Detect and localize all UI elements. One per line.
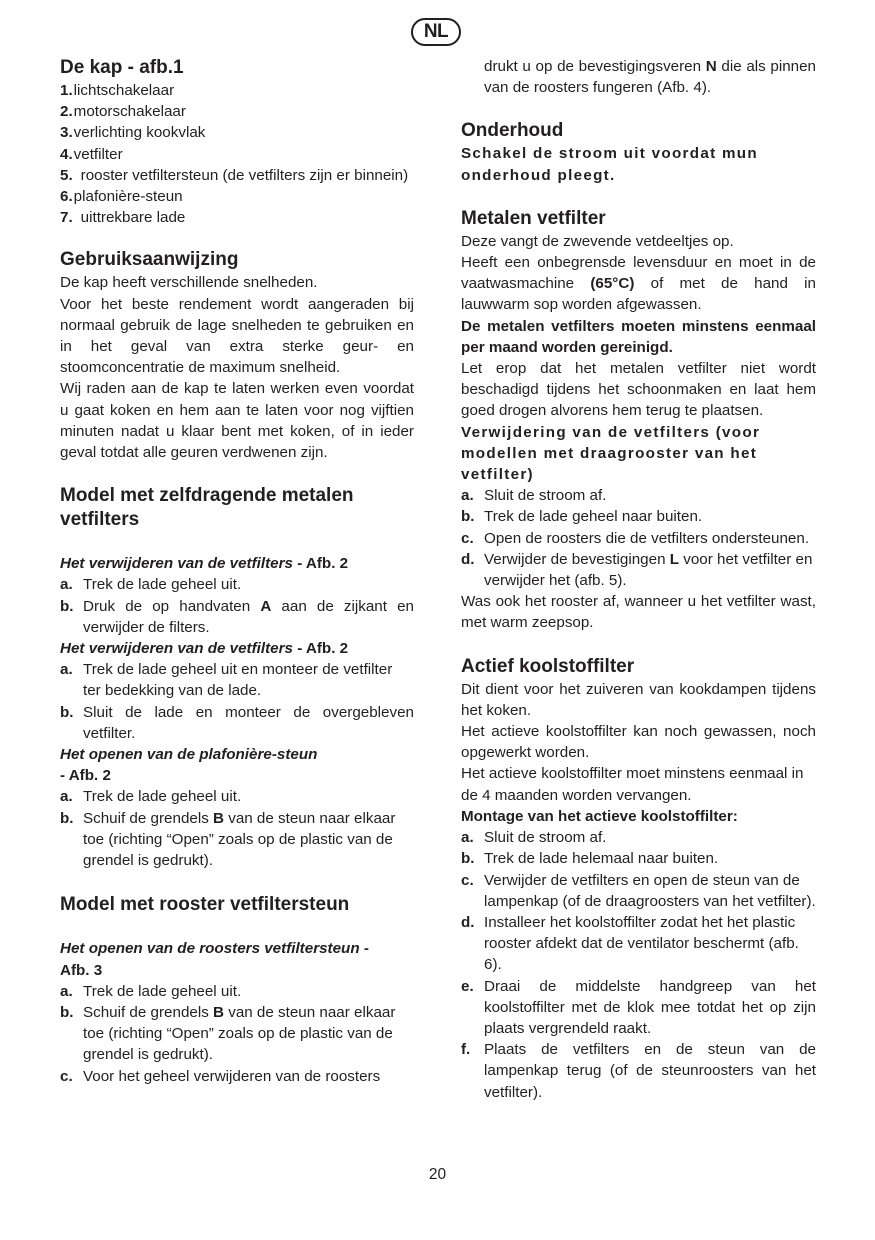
list-item: b. Schuif de grendels B van de steun naar elkaar toe (richting “Open” zoals op de plastic van de grendel is gedrukt). bbox=[60, 809, 396, 870]
list-item: b. Sluit de lade en monteer de overgebleven vetfilter. bbox=[60, 703, 414, 742]
parts-list-item: 1. lichtschakelaar bbox=[60, 82, 175, 99]
parts-list-item: 7. uittrekbare lade bbox=[60, 209, 186, 227]
list-item: b. Trek de lade helemaal naar buiten. bbox=[461, 850, 719, 868]
paragraph: Het actieve koolstoffilter moet minstens eenmaal in de 4 maanden worden vervangen. bbox=[461, 765, 804, 804]
subheading: Montage van het actieve koolstoffilter: bbox=[461, 807, 738, 825]
list-item: f. Plaats de vetfilters en de steun van de lampenkap terug (of de steunroosters van het vetfilter). bbox=[461, 1041, 816, 1101]
list-item: d. Verwijder de bevestigingen L voor het vetfilter en verwijder het (afb. 5). bbox=[461, 550, 813, 590]
list-item: b. Druk de op handvaten A aan de zijkant en verwijder de filters. bbox=[60, 597, 414, 636]
list-item: c. Open de roosters die de vetfilters ondersteunen. bbox=[461, 529, 810, 547]
left-column bbox=[60, 56, 414, 1087]
subheading: Het openen van de plafonière-steun - Afb. 2 bbox=[60, 746, 318, 785]
paragraph: Voor het beste rendement wordt aangeraden bij normaal gebruik de lage snelheden te gebruiken en in het geval van extra sterke geur- en stoomconcentratie de maximum snelheid. bbox=[60, 295, 414, 377]
paragraph-bold: De metalen vetfilters moeten minstens eenmaal per maand worden gereinigd. bbox=[461, 317, 816, 356]
heading-de-kap: De kap - afb.1 bbox=[60, 57, 184, 78]
paragraph: Wij raden aan de kap te laten werken even voordat u gaat koken en hem aan te laten voor nog vijftien minuten nadat u klaar bent met koken, of in ieder geval totdat alle geuren verdwenen zijn. bbox=[60, 380, 414, 462]
list-item: b. Schuif de grendels B van de steun naar elkaar toe (richting “Open” zoals op de plastic van de grendel is gedrukt). bbox=[60, 1003, 396, 1064]
parts-list-item: 2. motorschakelaar bbox=[60, 103, 186, 121]
list-item: a. Sluit de stroom af. bbox=[461, 829, 607, 847]
parts-list-item: 4. vetfilter bbox=[60, 145, 123, 163]
list-item: c. Verwijder de vetfilters en open de steun van de lampenkap (of de draagroosters van het vetfilter). bbox=[461, 871, 816, 910]
language-badge: NL bbox=[411, 18, 461, 46]
list-item: a. Trek de lade geheel uit. bbox=[60, 576, 242, 594]
list-item: a. Trek de lade geheel uit. bbox=[60, 788, 242, 806]
right-column bbox=[461, 56, 816, 1103]
parts-list-item: 6. plafonière-steun bbox=[60, 188, 183, 206]
subheading: Het verwijderen van de vetfilters - Afb. 2 bbox=[60, 640, 349, 658]
subheading: Verwijdering van de vetfilters (voor modellen met draagrooster van het vetfilter) bbox=[461, 423, 761, 484]
list-item: a. Trek de lade geheel uit. bbox=[60, 982, 242, 1000]
subheading: Het verwijderen van de vetfilters - Afb. 2 bbox=[60, 555, 349, 573]
heading-metalen-vetfilter: Metalen vetfilter bbox=[461, 207, 606, 229]
heading-gebruiksaanwijzing: Gebruiksaanwijzing bbox=[60, 249, 239, 271]
warning-text: Schakel de stroom uit voordat mun onderhoud pleegt. bbox=[461, 145, 758, 184]
paragraph: Dit dient voor het zuiveren van kookdampen tijdens het koken. bbox=[461, 680, 816, 719]
parts-list bbox=[60, 80, 414, 228]
heading-model-rooster: Model met rooster vetfiltersteun bbox=[60, 894, 350, 916]
list-item: b. Trek de lade geheel naar buiten. bbox=[461, 508, 703, 526]
list-item: a. Sluit de stroom af. bbox=[461, 487, 607, 505]
paragraph: De kap heeft verschillende snelheden. bbox=[60, 274, 318, 292]
continued-text: drukt u op de bevestigingsveren N die als pinnen van de roosters fungeren (Afb. 4). bbox=[484, 58, 817, 97]
paragraph: Heeft een onbegrensde levensduur en moet in de vaatwasmachine (65°C) of met de hand in lauwwarm sop worden afgewassen. bbox=[461, 254, 816, 314]
heading-model-zelfdragend: Model met zelfdragende metalen vetfilters bbox=[60, 485, 354, 531]
parts-list-item: 5. rooster vetfiltersteun (de vetfilters zijn er binnein) bbox=[60, 166, 409, 184]
paragraph: Was ook het rooster af, wanneer u het vetfilter wast, met warm zeepsop. bbox=[461, 593, 816, 632]
paragraph: Het actieve koolstoffilter kan noch gewassen, noch opgewerkt worden. bbox=[461, 723, 816, 762]
paragraph: Deze vangt de zwevende vetdeeltjes op. bbox=[461, 232, 734, 250]
subheading: Het openen van de roosters vetfiltersteun - Afb. 3 bbox=[60, 940, 369, 979]
paragraph: Let erop dat het metalen vetfilter niet wordt beschadigd tijdens het schoonmaken en laat hem goed drogen alvorens hem terug te plaatsen. bbox=[461, 360, 816, 420]
heading-actief-koolstoffilter: Actief koolstoffilter bbox=[461, 655, 635, 677]
page-number: 20 bbox=[428, 1166, 447, 1183]
list-item: a. Trek de lade geheel uit en monteer de vetfilter ter bedekking van de lade. bbox=[60, 661, 393, 700]
list-item: e. Draai de middelste handgreep van het koolstoffilter met de klok mee totdat het op zijn plaats vergrendeld raakt. bbox=[461, 977, 816, 1037]
list-item: d. Installeer het koolstoffilter zodat het het plastic rooster afdekt dat de ventilator beschermt (afb. 6). bbox=[461, 913, 799, 974]
list-item: c. Voor het geheel verwijderen van de roosters bbox=[60, 1067, 381, 1085]
parts-list-item: 3. verlichting kookvlak bbox=[60, 124, 206, 142]
heading-onderhoud: Onderhoud bbox=[461, 120, 564, 142]
